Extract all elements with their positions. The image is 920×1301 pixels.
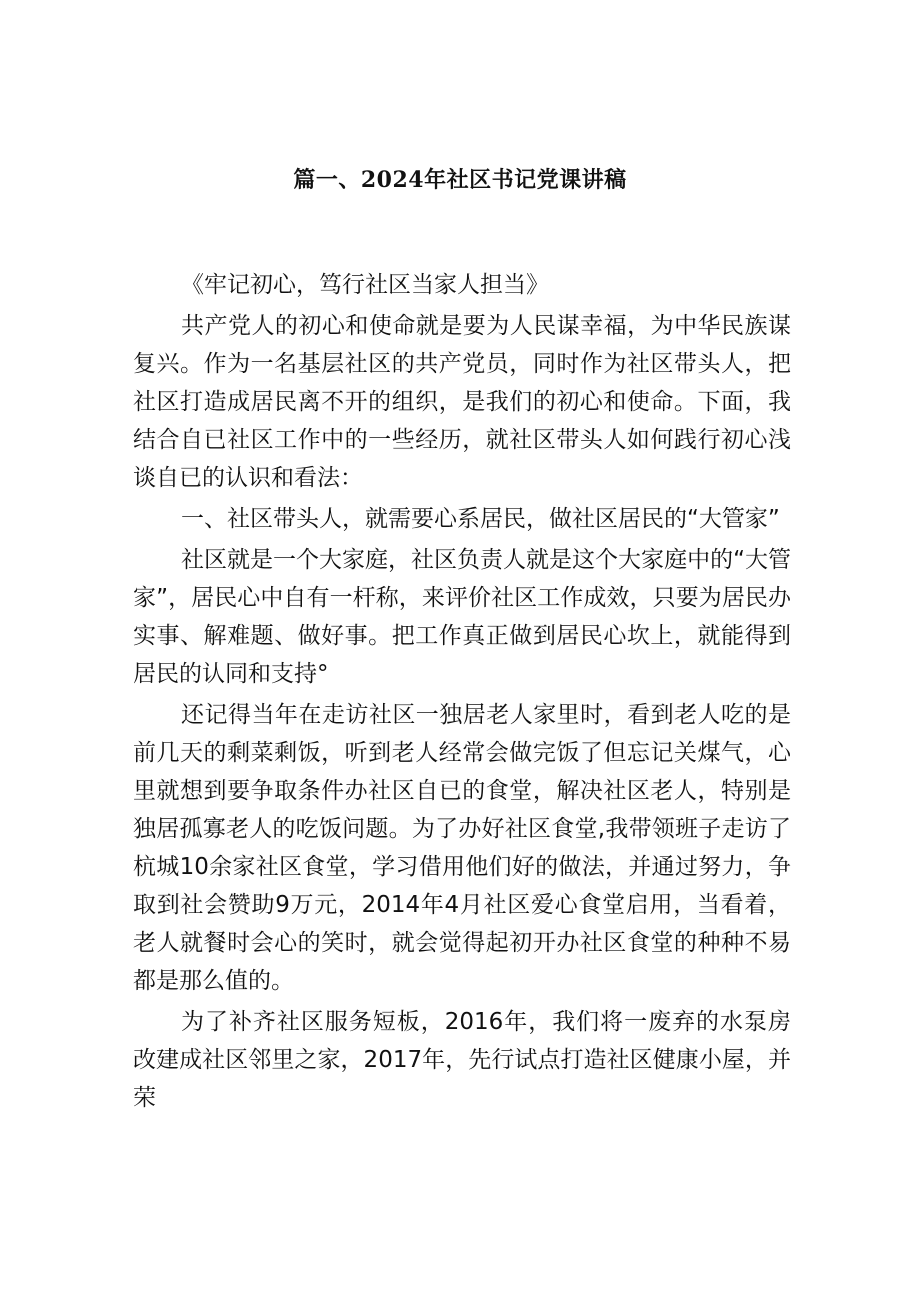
section-heading-1: 一、社区带头人，就需要心系居民，做社区居民的“大管家” <box>181 506 780 532</box>
paragraph-big-family: 社区就是一个大家庭，社区负责人就是这个大家庭中的“大管家”，居民心中自有一杆称，来评价社区工作成效，只要为居民办实事、解难题、做好事。把工作真正做到居民心坎上，就能得到居民的认同和支持° <box>133 547 791 687</box>
paragraph-canteen: 还记得当年在走访社区一独居老人家里时，看到老人吃的是前几天的剩菜剩饭，听到老人经常会做完饭了但忘记关煤气，心里就想到要争取条件办社区自已的食堂，解决社区老人，特别是独居孤寡老人的吃饭问题。为了办好社区食堂,我带领班子走访了杭城10余家社区食堂，学习借用他们好的做法，并通过努力，争取到社会赞助9万元，2014年4月社区爱心食堂启用，当看着，老人就餐时会心的笑时，就会觉得起初开办社区食堂的种种不易都是那么值的。 <box>133 702 791 994</box>
paragraph-services: 为了补齐社区服务短板，2016年，我们将一废弃的水泵房改建成社区邻里之家，2017年，先行试点打造社区健康小屋，并荣 <box>133 1009 791 1111</box>
document-body <box>133 266 791 1120</box>
paragraph-intro: 共产党人的初心和使命就是要为人民谋幸福，为中华民族谋复兴。作为一名基层社区的共产党员，同时作为社区带头人，把社区打造成居民离不开的组织，是我们的初心和使命。下面，我结合自已社区工作中的一些经历，就社区带头人如何践行初心浅谈自已的认识和看法： <box>133 313 791 491</box>
document-title: 篇一、2024年社区书记党课讲稿 <box>293 167 627 193</box>
speech-subtitle: 《牢记初心，笃行社区当家人担当》 <box>181 272 549 298</box>
